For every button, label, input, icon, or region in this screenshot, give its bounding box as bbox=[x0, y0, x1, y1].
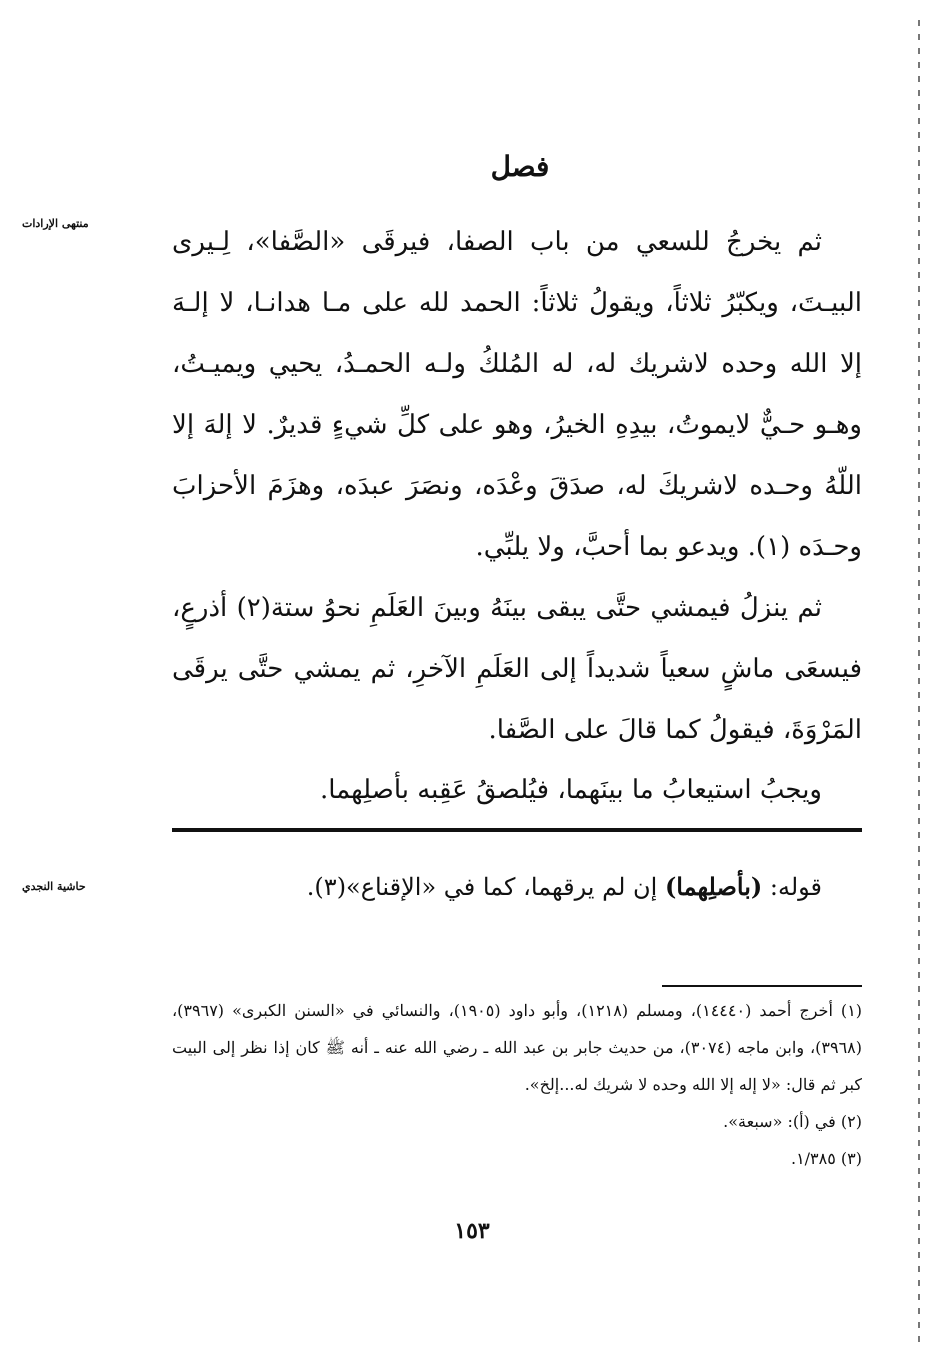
paragraph-text: ويجبُ استيعابُ ما بينَهما، فيُلصقُ عَقِبه بأصلِهما. bbox=[319, 775, 822, 805]
section-divider bbox=[172, 828, 862, 832]
footnote-1: (١) أخرج أحمد (١٤٤٤٠)، ومسلم (١٢١٨)، وأبو داود (١٩٠٥)، والنسائي في «السنن الكبرى» (٣٩٦٧)، (٣٩٦٨)، وابن ماجه (٣٠٧٤)، من حديث جابر بن عبد الله ـ رضي الله عنه ـ أنه ﷺ كان إذا نظر إلى البيت كبر ثم قال: «لا إله إلا الله وحده لا شريك له...إلخ». bbox=[172, 1001, 863, 1094]
main-paragraph-1 bbox=[172, 212, 862, 578]
page-edge-mark bbox=[918, 20, 920, 1350]
page-number: ١٥٣ bbox=[454, 1218, 490, 1244]
margin-label-commentary: حاشية النجدي bbox=[22, 880, 86, 893]
commentary-term: (بأصلِهما) bbox=[664, 872, 763, 901]
commentary-lead: قوله: bbox=[762, 873, 822, 901]
paragraph-text: ثم ينزلُ فيمشي حتَّى يبقى بينَهُ وبينَ العَلَمِ نحوُ ستة(٢) أذرعٍ، فيسعَى ماشٍ سعياً شديداً إلى العَلَمِ الآخرِ، ثم يمشي حتَّى يرقَى المَرْوَةَ، فيقولُ كما قالَ على الصَّفا. bbox=[172, 593, 862, 745]
commentary-text: إن لم يرقهما، كما في «الإقناع»(٣). bbox=[306, 873, 665, 901]
footnotes bbox=[172, 992, 862, 1177]
footnote-2: (٢) في (أ): «سبعة». bbox=[723, 1112, 862, 1131]
commentary-paragraph bbox=[172, 862, 862, 912]
main-paragraph-2 bbox=[172, 578, 862, 761]
main-paragraph-3 bbox=[172, 760, 862, 821]
margin-label-main-text: منتهى الإرادات bbox=[22, 217, 89, 230]
section-heading: فصل bbox=[490, 150, 550, 183]
footnote-divider bbox=[662, 985, 862, 987]
footnote-3: (٣) ١/٣٨٥. bbox=[790, 1149, 862, 1168]
paragraph-text: ثم يخرجُ للسعي من باب الصفا، فيرقَى «الصَّفا»، لِـيرى البيـتَ، ويكبّرُ ثلاثاً، ويقولُ ثلاثاً: الحمد لله على مـا هدانـا، لا إلـهَ إلا الله وحده لاشريك له، له المُلكُ ولـه الحمـدُ، يحيي ويميـتُ، وهـو حـيٌّ لايموتُ، بيدِهِ الخيرُ، وهو على كلِّ شيءٍ قديرٌ. لا إلهَ إلا اللّهُ وحـده لاشريكَ له، صدَقَ وعْدَه، ونصَرَ عبدَه، وهزَمَ الأحزابَ وحـدَه (١). ويدعو بما أحبَّ، ولا يلبِّي. bbox=[172, 227, 862, 562]
